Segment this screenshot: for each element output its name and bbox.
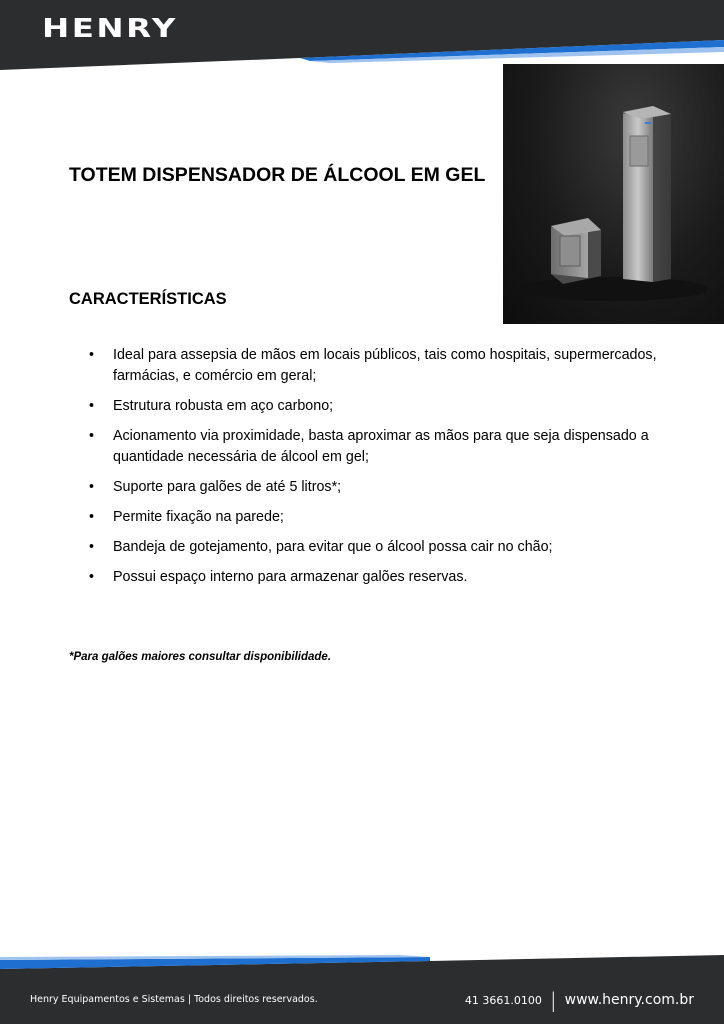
list-item: [89, 426, 669, 468]
product-title: TOTEM DISPENSADOR DE ÁLCOOL EM GEL: [69, 164, 486, 186]
henry-logo: HENRY: [42, 14, 178, 44]
bullet-icon: •: [89, 479, 95, 495]
list-item: [89, 507, 669, 528]
bullet-icon: •: [89, 347, 95, 363]
footer-website-link[interactable]: www.henry.com.br: [564, 992, 694, 1008]
list-item: [89, 477, 669, 498]
list-item-text: Ideal para assepsia de mãos em locais públicos, tais como hospitais, supermercados, farmácias, e comércio em geral;: [113, 347, 657, 384]
footer-company: Henry Equipamentos e Sistemas | Todos direitos reservados.: [30, 994, 318, 1005]
bullet-icon: •: [89, 569, 95, 585]
page-header: [0, 0, 724, 70]
list-item-text: Possui espaço interno para armazenar galões reservas.: [113, 569, 468, 585]
product-photo: [503, 64, 724, 324]
footer-phone[interactable]: 41 3661.0100: [464, 993, 542, 1007]
list-item-text: Permite fixação na parede;: [113, 509, 284, 525]
bullet-icon: •: [89, 428, 95, 444]
bullet-icon: •: [89, 539, 95, 555]
bullet-icon: •: [89, 509, 95, 525]
footnote: *Para galões maiores consultar disponibilidade.: [69, 651, 332, 663]
list-item: [89, 537, 669, 558]
list-item: [89, 567, 669, 588]
footer-contact: [465, 988, 694, 1012]
list-item-text: Acionamento via proximidade, basta aproximar as mãos para que seja dispensado a quantidade necessária de álcool em gel;: [113, 428, 649, 465]
list-item-text: Suporte para galões de até 5 litros*;: [113, 479, 342, 495]
list-item-text: Estrutura robusta em aço carbono;: [113, 398, 334, 414]
footer-separator: |: [549, 988, 557, 1012]
totem-illustration: [503, 64, 724, 324]
characteristics-list: [89, 345, 669, 597]
page-footer: [0, 955, 724, 1024]
list-item: [89, 396, 669, 417]
list-item: [89, 345, 669, 387]
list-item-text: Bandeja de gotejamento, para evitar que o álcool possa cair no chão;: [113, 539, 553, 555]
characteristics-heading: CARACTERÍSTICAS: [69, 290, 227, 308]
bullet-icon: •: [89, 398, 95, 414]
